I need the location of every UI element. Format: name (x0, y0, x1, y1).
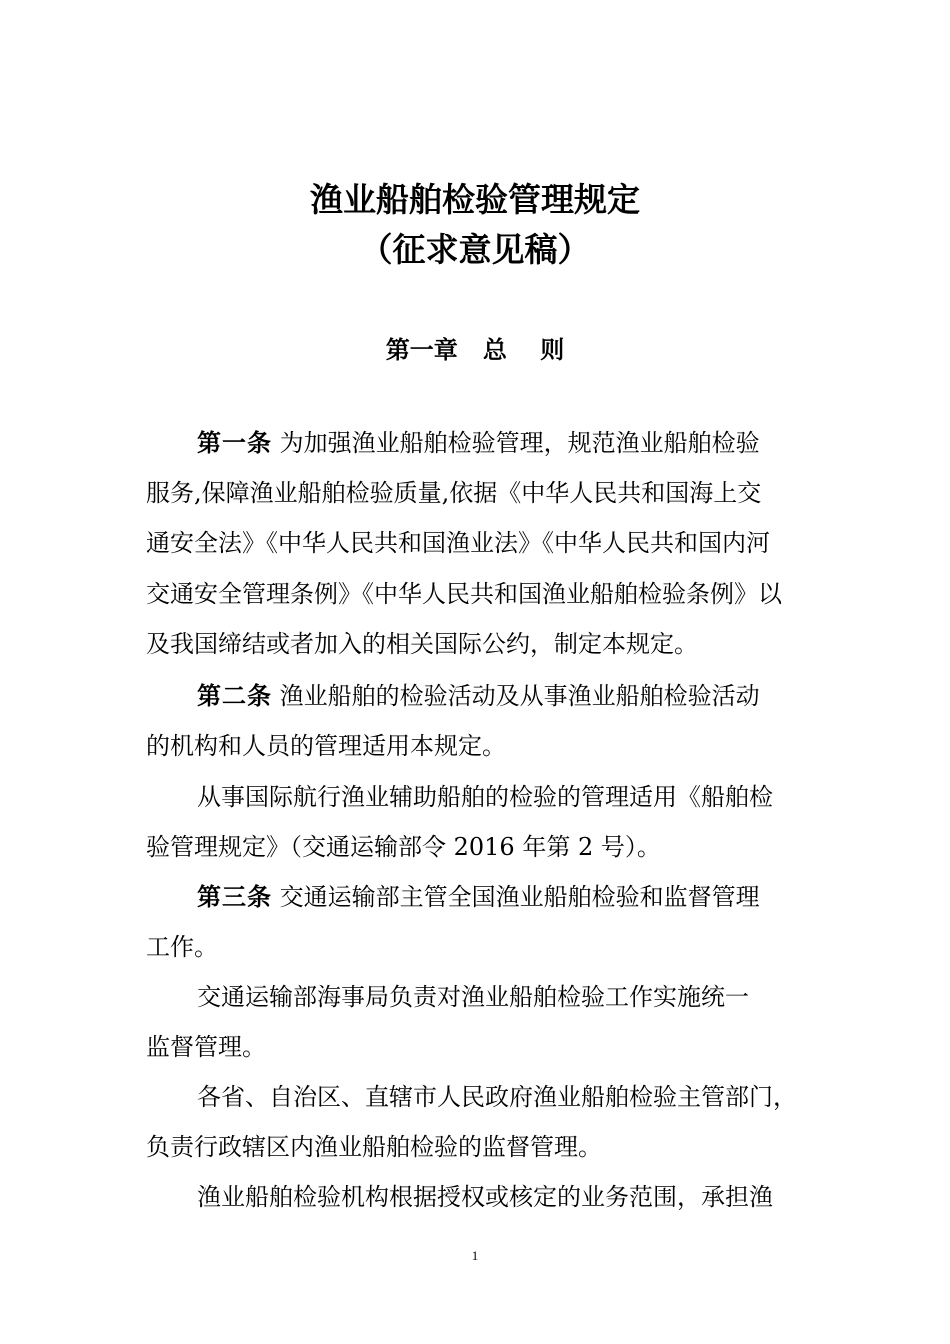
paragraph-line: 交通安全管理条例》《中华人民共和国渔业船舶检验条例》以 (146, 580, 782, 608)
article-number: 第三条 (197, 883, 272, 911)
paragraph-line: 通安全法》《中华人民共和国渔业法》《中华人民共和国内河 (146, 529, 770, 557)
article-number: 第二条 (197, 682, 272, 710)
document-subtitle: （征求意见稿） (359, 230, 591, 269)
page-number: 1 (471, 1248, 479, 1263)
paragraph-line: 交通运输部海事局负责对渔业船舶检验工作实施统一 (197, 983, 749, 1011)
paragraph-line: 的机构和人员的管理适用本规定。 (146, 732, 506, 760)
paragraph-line: 服务,保障渔业船舶检验质量,依据《中华人民共和国海上交 (146, 479, 762, 507)
paragraph-line: 工作。 (146, 933, 218, 961)
paragraph-line: 及我国缔结或者加入的相关国际公约，制定本规定。 (146, 630, 698, 658)
chapter-heading: 第一章 总 则 (385, 336, 565, 364)
paragraph-line: 验管理规定》（交通运输部令 2016 年第 2 号）。 (146, 833, 661, 861)
paragraph-line: 渔业船舶检验机构根据授权或核定的业务范围，承担渔 (197, 1183, 773, 1211)
paragraph-line: 第三条 交通运输部主管全国渔业船舶检验和监督管理 (197, 883, 760, 911)
document-title: 渔业船舶检验管理规定 (310, 180, 640, 219)
paragraph-line: 第一条 为加强渔业船舶检验管理，规范渔业船舶检验 (197, 429, 760, 457)
article-number: 第一条 (197, 429, 272, 457)
paragraph-line: 各省、自治区、直辖市人民政府渔业船舶检验主管部门， (197, 1083, 797, 1111)
paragraph-line: 监督管理。 (146, 1033, 266, 1061)
paragraph-line: 负责行政辖区内渔业船舶检验的监督管理。 (146, 1133, 602, 1161)
paragraph-line: 第二条 渔业船舶的检验活动及从事渔业船舶检验活动 (197, 682, 760, 710)
paragraph-line: 从事国际航行渔业辅助船舶的检验的管理适用《船舶检 (197, 783, 773, 811)
